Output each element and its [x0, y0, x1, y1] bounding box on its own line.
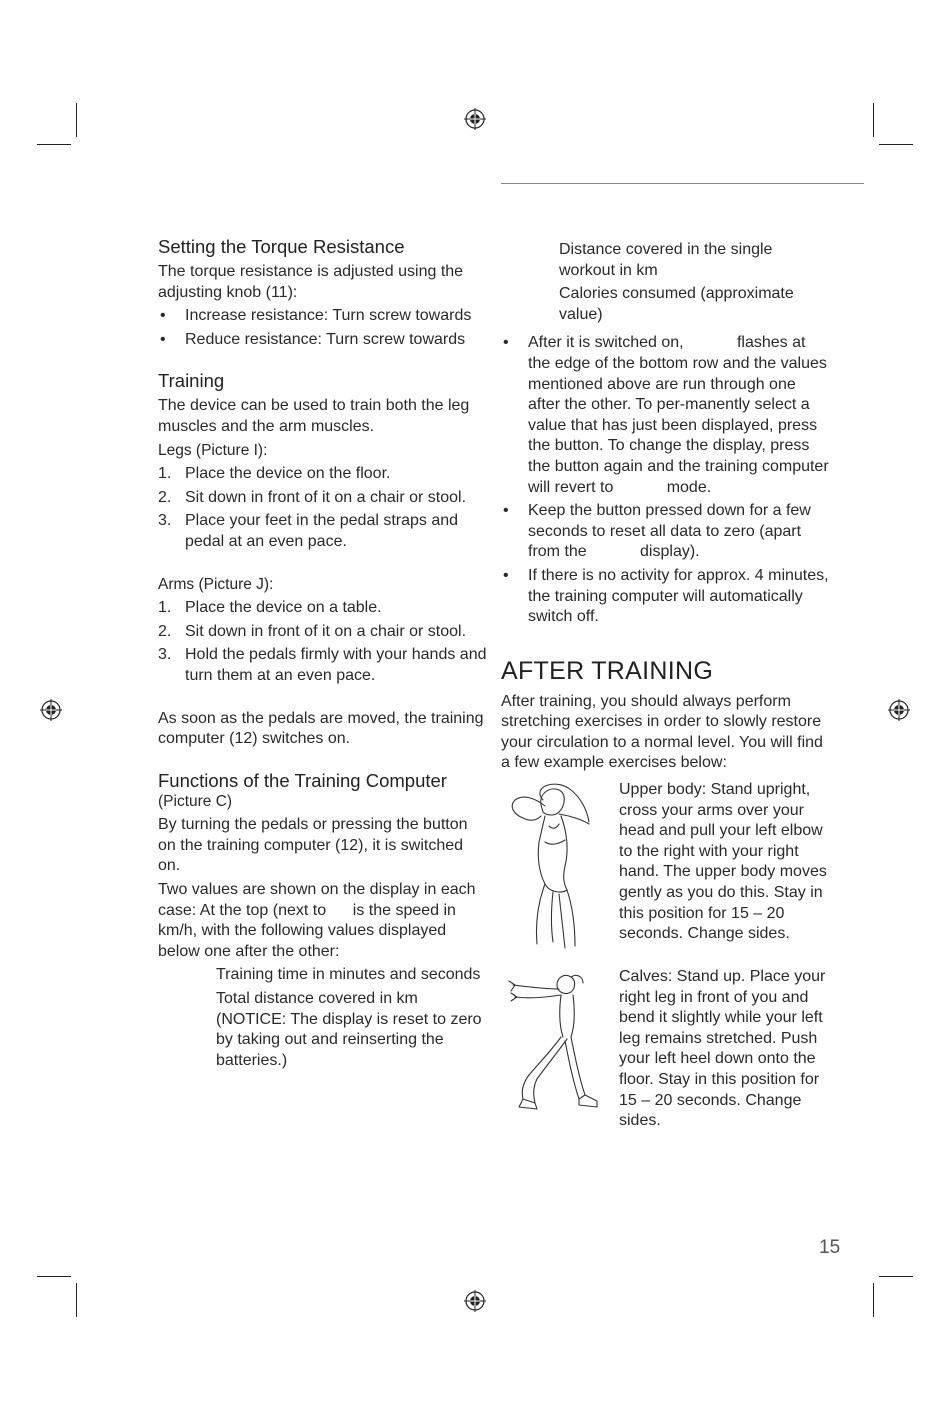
exercise-text: Stand upright, cross your arms over your head and pull your left elbow to the right with your right hand. The upper body moves gently as you do this. Stay in this position for 15 – 20 seconds. Change sides.: [619, 781, 827, 943]
torque-text-b: ):: [287, 283, 298, 301]
training-section: [158, 370, 488, 749]
list-item: [158, 598, 488, 619]
step-text: Place the device on a table.: [185, 599, 382, 617]
legs-steps: [158, 464, 488, 552]
computer-number: 12: [234, 730, 253, 748]
display-value-item: Total distance covered in km (NOTICE: The display is reset to zero by taking out and reinserting the batteries.): [216, 990, 482, 1069]
computer-number: 12: [340, 836, 359, 854]
computer-bullets: [501, 333, 834, 627]
registration-mark-icon: [464, 1290, 486, 1312]
step-text: Sit down in front of it on a chair or stool.: [185, 488, 467, 506]
step-text: Hold the pedals firmly with your hands and turn them at an even pace.: [185, 646, 487, 684]
step-number: 1.: [158, 465, 172, 483]
list-item: • Keep the button pressed down for a few seconds to reset all data to zero (apart from the display).: [501, 501, 831, 563]
crop-mark: [37, 1276, 71, 1277]
pedals-text-b: ) switches on.: [252, 730, 351, 748]
after-training-heading: AFTER TRAINING: [501, 656, 714, 685]
list-item: • Reduce resistance: Turn screw towards: [158, 330, 488, 351]
list-item: • If there is no activity for approx. 4 minutes, the training computer will automatically switch off.: [501, 566, 831, 628]
crop-mark: [37, 144, 71, 145]
calves-stretch-illustration: [501, 967, 606, 1142]
crop-mark: [76, 103, 77, 137]
torque-section: [158, 236, 488, 350]
torque-bullets: [158, 306, 488, 350]
exercise-text: Stand up. Place your right leg in front of you and bend it slightly while your left leg remains stretched. Push your left heel down onto the floor. Stay in this position for 15 – 20 seconds. Change sides.: [619, 968, 826, 1130]
training-heading: Training: [158, 370, 225, 392]
arms-title: Arms (Picture J):: [158, 575, 274, 593]
display-value-item: Distance covered in the single workout in km: [559, 241, 773, 279]
exercise-upper-body: [501, 780, 831, 970]
list-item: [158, 622, 488, 643]
upper-body-text: [619, 780, 829, 945]
list-item: [158, 511, 488, 552]
crop-mark: [873, 1283, 874, 1317]
upper-body-stretch-illustration: [501, 780, 606, 955]
registration-mark-icon: [464, 108, 486, 130]
torque-text: [158, 262, 488, 303]
functions-heading: Functions of the Training Computer: [158, 769, 447, 791]
functions-p1-a: By turning the pedals or pressing the button on the training computer (: [158, 816, 468, 854]
list-item: • Increase resistance: Turn screw towards: [158, 306, 488, 327]
functions-p1-b: ), it is switched on.: [158, 836, 464, 875]
step-number: 1.: [158, 599, 172, 617]
functions-subheading: (Picture C): [158, 792, 233, 810]
list-item: • After it is switched on, flashes at the edge of the bottom row and the values mentioned above are run through one after the other. To per-manently select a value that has just been displayed, press the button. To change the display, press the button again and the training computer will revert to mode.: [501, 333, 831, 498]
step-number: 3.: [158, 646, 172, 664]
registration-mark-icon: [888, 699, 910, 721]
header-rule: [501, 183, 864, 184]
crop-mark: [76, 1283, 77, 1317]
after-training-section: [501, 656, 831, 1157]
registration-mark-icon: [40, 699, 62, 721]
legs-title: Legs (Picture I):: [158, 441, 268, 459]
exercise-label: Upper body:: [619, 781, 707, 799]
arms-steps: [158, 598, 488, 686]
exercise-label: Calves:: [619, 968, 673, 986]
after-training-intro: After training, you should always perform stretching exercises in order to slowly restore your circulation to a normal level. You will find a few example exercises below:: [501, 692, 823, 772]
display-value-item: Calories consumed (approximate value): [559, 285, 794, 323]
list-item: [158, 464, 488, 485]
calves-text: [619, 967, 829, 1132]
functions-p1: [158, 815, 488, 877]
functions-section: [158, 770, 488, 1072]
pedals-text: [158, 709, 488, 750]
display-value-item: Training time in minutes and seconds: [216, 966, 481, 984]
pedals-text-a: As soon as the pedals are moved, the training computer (: [158, 709, 484, 748]
step-text: Place the device on the floor.: [185, 465, 391, 483]
list-item: [158, 645, 488, 686]
crop-mark: [879, 144, 913, 145]
left-column: [158, 236, 488, 1074]
exercise-calves: [501, 967, 831, 1157]
right-column: [501, 240, 834, 1157]
list-item: [158, 488, 488, 509]
step-number: 2.: [158, 488, 172, 506]
training-intro: The device can be used to train both the leg muscles and the arm muscles.: [158, 397, 470, 435]
page-number: 15: [819, 1237, 841, 1258]
functions-p2: Two values are shown on the display in each case: At the top (next to is the speed in km/h, with the following values displayed below one after the other:: [158, 881, 480, 960]
crop-mark: [873, 103, 874, 137]
knob-number: 11: [270, 283, 288, 301]
step-text: Sit down in front of it on a chair or stool.: [185, 622, 467, 640]
step-number: 3.: [158, 512, 172, 530]
display-values: [158, 965, 488, 1071]
display-values-continued: [501, 240, 831, 325]
step-number: 2.: [158, 622, 172, 640]
step-text: Place your feet in the pedal straps and pedal at an even pace.: [185, 512, 459, 550]
torque-text-a: The torque resistance is adjusted using the adjusting knob (: [158, 263, 464, 301]
torque-heading: Setting the Torque Resistance: [158, 236, 405, 257]
crop-mark: [879, 1276, 913, 1277]
